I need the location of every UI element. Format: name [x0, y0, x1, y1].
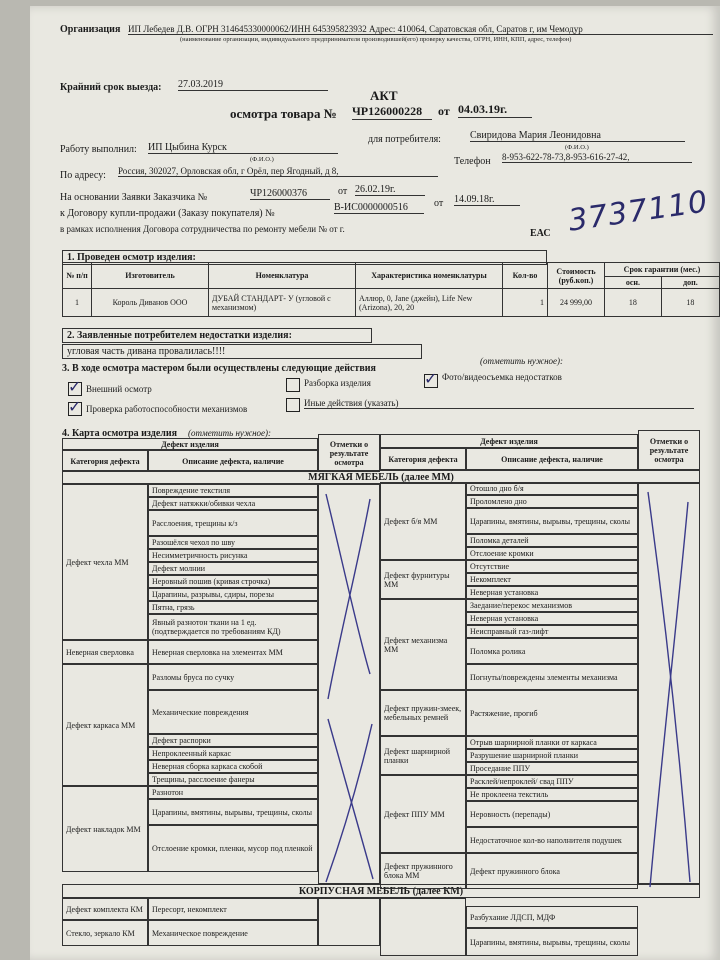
right-marks-header: Отметки о результате осмотра	[638, 430, 700, 470]
right-defect-item: Отрыв шарнирной планки от каркаса	[466, 736, 638, 749]
right-defect-item: Проседание ППУ	[466, 762, 638, 775]
contract-label: к Договору купли-продажи (Заказу покупателя) №	[60, 208, 275, 219]
photo-label: Фото/видеосъемка недостатков	[442, 372, 562, 382]
inspection-act-sheet	[30, 6, 720, 960]
left-defect-item: Дефект молнии	[148, 562, 318, 575]
check-mark-icon: ✓	[424, 369, 438, 388]
right-defect-category: Дефект шарнирной планки	[380, 736, 466, 775]
cab-right-category	[380, 898, 466, 956]
right-category-header: Категория дефекта	[380, 448, 466, 470]
section3-title: 3. В ходе осмотра мастером были осуществлены следующие действия	[62, 363, 376, 374]
left-defect-category: Дефект накладок ММ	[62, 786, 148, 872]
other-actions-label: Иные действия (указать)	[304, 398, 694, 409]
col-qty: Кол-во	[503, 263, 548, 289]
row-num: 1	[63, 289, 92, 317]
row-price: 24 999,00	[548, 289, 605, 317]
left-defect-item: Неверная сборка каркаса скобой	[148, 760, 318, 773]
address-label: По адресу:	[60, 170, 106, 181]
org-label: Организация	[60, 24, 121, 35]
section3-hint: (отметить нужное):	[480, 356, 564, 366]
right-defect-category: Дефект пружин-змеек, мебельных ремней	[380, 690, 466, 736]
left-defect-category: Дефект каркаса ММ	[62, 664, 148, 786]
section4-hint: (отметить нужное):	[188, 428, 272, 438]
col-item: Номенклатура	[209, 263, 356, 289]
order-label: На основании Заявки Заказчика №	[60, 192, 208, 203]
consumer-value: Свиридова Мария Леонидовна	[470, 130, 685, 142]
col-warranty: Срок гарантии (мес.)	[605, 263, 720, 277]
right-defect-item: Неверная установка	[466, 586, 638, 599]
inspected-items-table	[62, 262, 720, 317]
section2-title: 2. Заявленные потребителем недостатки изделия:	[62, 328, 372, 343]
left-defect-item: Неровный пошив (кривая строчка)	[148, 575, 318, 588]
left-defect-item: Дефект натяжки/обивки чехла	[148, 497, 318, 510]
org-value: ИП Лебедев Д.В. ОГРН 314645330000062/ИНН 645395823932 Адрес: 410064, Саратовская обл, Саратов г, им Чемодур	[128, 24, 713, 35]
right-defect-category: Дефект фурнитуры ММ	[380, 560, 466, 599]
act-subtitle: осмотра товара №	[230, 106, 337, 121]
phone-value: 8-953-622-78-73,8-953-616-27-42,	[502, 152, 692, 163]
left-defect-item: Пятна, грязь	[148, 601, 318, 614]
left-defect-item: Непроклеенный каркас	[148, 747, 318, 760]
right-defect-item: Проломлено дно	[466, 495, 638, 508]
right-defect-item: Неисправный газ-лифт	[466, 625, 638, 638]
right-marks-cross	[638, 482, 700, 892]
table-row	[63, 289, 720, 317]
disassembly-label: Разборка изделия	[304, 378, 371, 388]
order-value: ЧР126000376	[250, 188, 330, 200]
right-defect-category: Дефект б/я ММ	[380, 482, 466, 560]
right-defect-item: Поломка ролика	[466, 638, 638, 664]
left-defect-item: Несимметричность рисунка	[148, 549, 318, 562]
right-defect-item: Отошло дно б/я	[466, 482, 638, 495]
right-defect-item: Погнуты/повреждены элементы механизма	[466, 664, 638, 690]
deadline-label: Крайний срок выезда:	[60, 82, 162, 93]
external-inspection-label: Внешний осмотр	[86, 384, 152, 394]
left-defect-item: Механические повреждения	[148, 690, 318, 734]
left-defect-header: Дефект изделия	[62, 438, 318, 450]
left-defect-item: Трещины, расслоение фанеры	[148, 773, 318, 786]
right-defect-item: Дефект пружинного блока	[466, 853, 638, 889]
other-actions-checkbox	[286, 398, 300, 412]
org-hint: (наименование организации, индивидуального предпринимателя производившей(его) проверку качества, ОГРН, ИНН, КПП, адрес, телефон)	[180, 36, 572, 43]
mechanism-check-checkbox	[68, 397, 82, 416]
right-defect-category: Дефект ППУ ММ	[380, 775, 466, 853]
act-from: от	[438, 104, 450, 118]
check-mark-icon: ✓	[68, 397, 82, 416]
address-value: Россия, 302027, Орловская обл, г Орёл, пер Ягодный, д 8,	[118, 166, 438, 177]
right-defect-item: Разрушение шарнирной планки	[466, 749, 638, 762]
col-spec: Характеристика номенклатуры	[356, 263, 503, 289]
right-defect-item: Некомплект	[466, 573, 638, 586]
disassembly-checkbox	[286, 378, 300, 392]
eac-label: ЕАС	[530, 228, 551, 239]
contract-date: 14.09.18г.	[454, 194, 520, 206]
contract-value: В-ИС0000000516	[334, 202, 424, 214]
coop-label: в рамках исполнения Договора сотрудничества по ремонту мебели № от г.	[60, 224, 345, 234]
row-spec: Аллюр, 0, Jane (джейн), Life New (Arizona), 20, 20	[356, 289, 503, 317]
right-defect-item: Недостаточное кол-во наполнителя подушек	[466, 827, 638, 853]
right-defect-category: Дефект пружинного блока ММ	[380, 853, 466, 889]
col-num: № п/п	[63, 263, 92, 289]
right-defect-category: Дефект механизма ММ	[380, 599, 466, 690]
section2-value: угловая часть дивана провалилась!!!!	[62, 344, 422, 359]
col-warranty-main: осн.	[605, 277, 662, 289]
right-defect-item: Поломка деталей	[466, 534, 638, 547]
left-defect-item: Разошёлся чехол по шву	[148, 536, 318, 549]
phone-label: Телефон	[454, 156, 491, 167]
cab-left-marks	[318, 898, 380, 946]
col-maker: Изготовитель	[92, 263, 209, 289]
section1-title: 1. Проведен осмотр изделия:	[62, 250, 547, 265]
act-date: 04.03.19г.	[458, 102, 532, 118]
cab-desc: Царапины, вмятины, вырывы, трещины, сколы	[466, 928, 638, 956]
left-defect-category: Неверная сверловка	[62, 640, 148, 664]
right-defect-item: Неровность (перепады)	[466, 801, 638, 827]
left-defect-item: Царапины, разрывы, сдиры, порезы	[148, 588, 318, 601]
fio-hint-right: (Ф.И.О.)	[565, 144, 589, 151]
right-defect-item: Расклей/непроклей/ свад ППУ	[466, 775, 638, 788]
eac-handwritten-number: 3737110	[566, 184, 711, 239]
left-defect-item: Повреждение текстиля	[148, 484, 318, 497]
right-desc-header: Описание дефекта, наличие	[466, 448, 638, 470]
section4-title: 4. Карта осмотра изделия	[62, 428, 178, 439]
left-defect-item: Расслоения, трещины к/з	[148, 510, 318, 536]
cabinet-furniture-title: КОРПУСНАЯ МЕБЕЛЬ (далее КМ)	[62, 884, 700, 898]
row-qty: 1	[503, 289, 548, 317]
row-warranty-add: 18	[661, 289, 719, 317]
external-inspection-checkbox	[68, 377, 82, 396]
right-defect-item: Растяжение, прогиб	[466, 690, 638, 736]
row-warranty-main: 18	[605, 289, 662, 317]
left-defect-item: Неверная сверловка на элементах ММ	[148, 640, 318, 664]
act-number: ЧР126000228	[352, 104, 432, 120]
left-defect-item: Дефект распорки	[148, 734, 318, 747]
row-maker: Король Диванов ООО	[92, 289, 209, 317]
done-by-label: Работу выполнил:	[60, 144, 137, 155]
left-defect-item: Явный разнотон ткани на 1 ед. (подтверждается по требованиям КД)	[148, 614, 318, 640]
left-desc-header: Описание дефекта, наличие	[148, 450, 318, 472]
check-mark-icon: ✓	[68, 377, 82, 396]
mechanism-check-label: Проверка работоспособности механизмов	[86, 404, 248, 414]
cab-category: Дефект комплекта КМ	[62, 898, 148, 920]
right-defect-item: Неверная установка	[466, 612, 638, 625]
row-item: ДУБАЙ СТАНДАРТ- У (угловой с механизмом)	[209, 289, 356, 317]
contract-from: от	[434, 198, 444, 209]
soft-furniture-title: МЯГКАЯ МЕБЕЛЬ (далее ММ)	[62, 470, 700, 484]
right-defect-header: Дефект изделия	[380, 434, 638, 448]
fio-hint-left: (Ф.И.О.)	[250, 156, 274, 163]
act-title: АКТ	[370, 88, 398, 103]
left-defect-item: Отслоение кромки, пленки, мусор под пленкой	[148, 825, 318, 872]
right-defect-item: Отслоение кромки	[466, 547, 638, 560]
cab-category: Стекло, зеркало КМ	[62, 920, 148, 946]
order-from: от	[338, 186, 348, 197]
right-defect-item: Заедание/перекос механизмов	[466, 599, 638, 612]
right-defect-item: Царапины, вмятины, вырывы, трещины, сколы	[466, 508, 638, 534]
cab-desc: Разбухание ЛДСП, МДФ	[466, 906, 638, 928]
left-defect-item: Разнотон	[148, 786, 318, 799]
left-category-header: Категория дефекта	[62, 450, 148, 472]
consumer-label: для потребителя:	[368, 134, 441, 145]
order-date: 26.02.19г.	[355, 184, 425, 196]
left-defect-item: Царапины, вмятины, вырывы, трещины, сколы	[148, 799, 318, 825]
left-marks-header: Отметки о результате осмотра	[318, 434, 380, 472]
left-defect-category: Дефект чехла ММ	[62, 484, 148, 640]
deadline-value: 27.03.2019	[178, 79, 328, 91]
col-warranty-add: доп.	[661, 277, 719, 289]
cab-desc: Пересорт, некомплект	[148, 898, 318, 920]
right-defect-item: Отсутствие	[466, 560, 638, 573]
left-marks-cross	[318, 484, 380, 884]
col-price: Стоимость (руб.коп.)	[548, 263, 605, 289]
photo-checkbox	[424, 369, 438, 388]
left-defect-item: Разломы бруса по сучку	[148, 664, 318, 690]
done-by-value: ИП Цыбина Курск	[148, 142, 338, 154]
cab-desc: Механическое повреждение	[148, 920, 318, 946]
right-defect-item: Не проклеена текстиль	[466, 788, 638, 801]
